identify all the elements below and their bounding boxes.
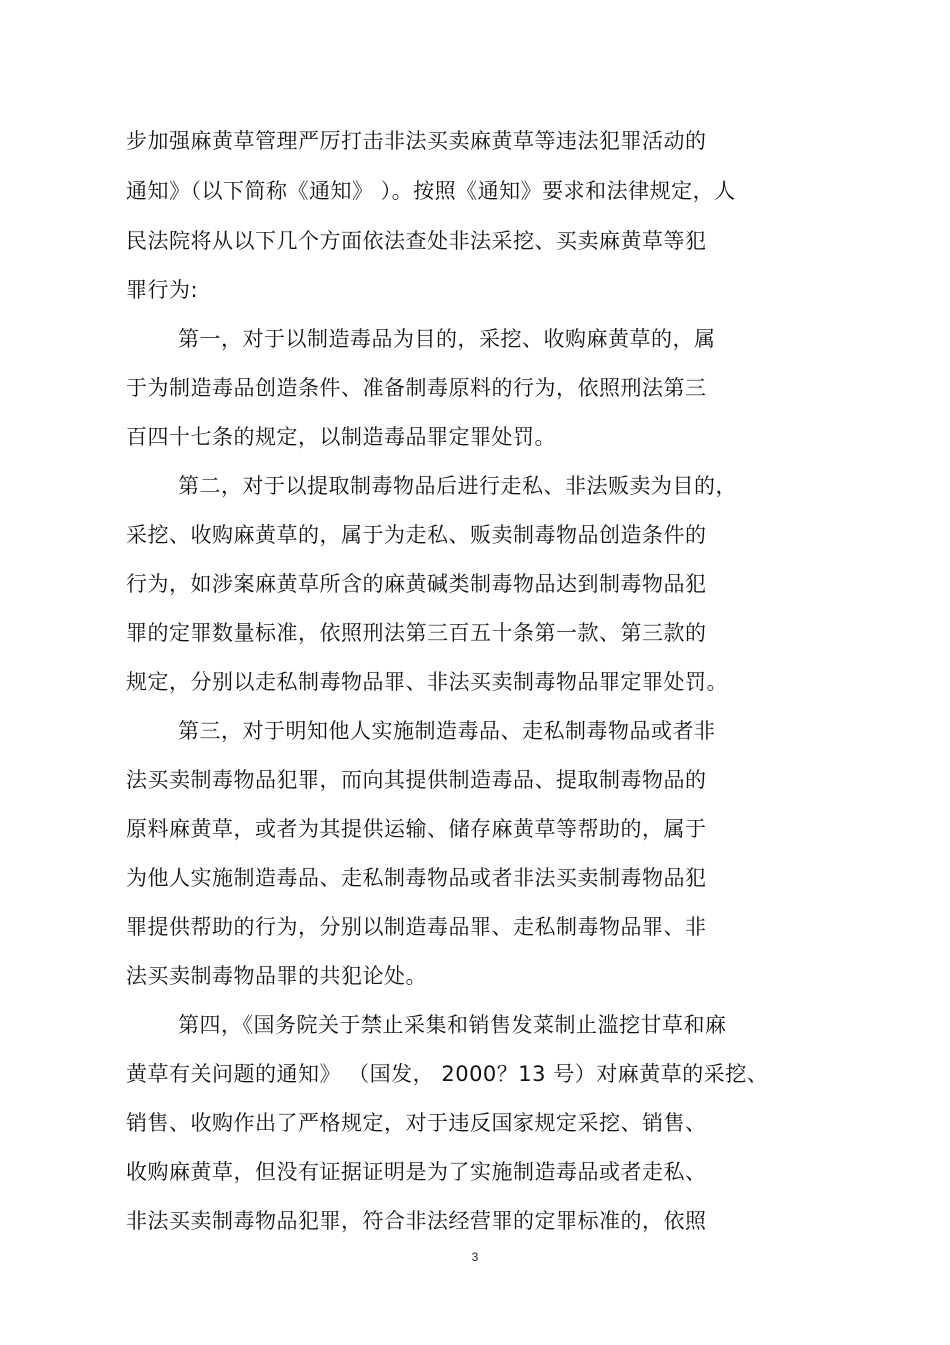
text-line: 百四十七条的规定，以制造毒品罪定罪处罚。 (126, 425, 556, 449)
text-line: 非法买卖制毒物品犯罪，符合非法经营罪的定罪标准的，依照 (126, 1209, 707, 1233)
text-line: 原料麻黄草，或者为其提供运输、储存麻黄草等帮助的，属于 (126, 817, 707, 841)
text-line: 收购麻黄草，但没有证据证明是为了实施制造毒品或者走私、 (126, 1160, 707, 1184)
text-line: 为他人实施制造毒品、走私制毒物品或者非法买卖制毒物品犯 (126, 866, 707, 890)
text-line: 通知》（以下简称《通知》 ）。按照《通知》要求和法律规定，人 (126, 179, 736, 203)
text-line: 罪行为: (126, 278, 199, 302)
paragraph-first-line: 第三，对于明知他人实施制造毒品、走私制毒物品或者非 (178, 719, 716, 743)
text-line: 步加强麻黄草管理严厉打击非法买卖麻黄草等违法犯罪活动的 (126, 129, 707, 153)
text-line: 罪提供帮助的行为，分别以制造毒品罪、走私制毒物品罪、非 (126, 915, 707, 939)
text-line: 采挖、收购麻黄草的，属于为走私、贩卖制毒物品创造条件的 (126, 523, 707, 547)
paragraph-first-line: 第一，对于以制造毒品为目的，采挖、收购麻黄草的，属 (178, 327, 716, 351)
text-line: 法买卖制毒物品罪的共犯论处。 (126, 964, 427, 988)
text-line: 销售、收购作出了严格规定，对于违反国家规定采挖、销售、 (126, 1111, 707, 1135)
text-line: 法买卖制毒物品犯罪，而向其提供制造毒品、提取制毒物品的 (126, 768, 707, 792)
text-line: 罪的定罪数量标准，依照刑法第三百五十条第一款、第三款的 (126, 621, 707, 645)
paragraph-first-line: 第二，对于以提取制毒物品后进行走私、非法贩卖为目的， (178, 474, 737, 498)
paragraph-first-line: 第四，《国务院关于禁止采集和销售发菜制止滥挖甘草和麻 (178, 1013, 727, 1037)
text-line: 行为，如涉案麻黄草所含的麻黄碱类制毒物品达到制毒物品犯 (126, 572, 707, 596)
text-line: 于为制造毒品创造条件、准备制毒原料的行为，依照刑法第三 (126, 376, 707, 400)
text-line: 民法院将从以下几个方面依法查处非法采挖、买卖麻黄草等犯 (126, 229, 707, 253)
page-number: 3 (471, 1250, 479, 1264)
text-line: 规定，分别以走私制毒物品罪、非法买卖制毒物品罪定罪处罚。 (126, 670, 728, 694)
text-line: 黄草有关问题的通知》 （国发， 2000？13 号）对麻黄草的采挖、 (126, 1062, 769, 1086)
